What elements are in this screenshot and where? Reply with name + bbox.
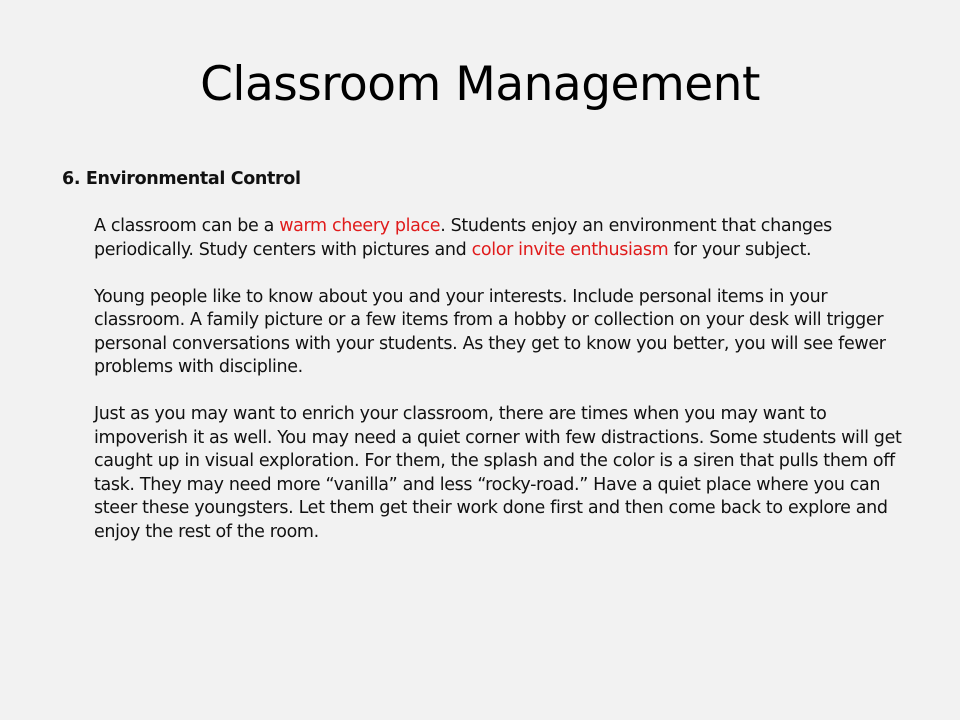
paragraph-1-text: . Students enjoy an environment that changes periodically. Study centers with pictures and	[94, 216, 832, 260]
section-heading: 6. Environmental Control	[62, 169, 301, 189]
paragraph-2: Young people like to know about you and your interests. Include personal items in your classroom. A family picture or a few items from a hobby or collection on your desk will trigger personal conversations with your students. As they get to know you better, you will see fewer problems with discipline.	[94, 286, 886, 377]
paragraph-1-text: A classroom can be a	[94, 216, 280, 236]
paragraph-3: Just as you may want to enrich your classroom, there are times when you may want to impoverish it as well. You may need a quiet corner with few distractions. Some students will get caught up in visual exploration. For them, the splash and the color is a siren that pulls them off task. They may need more “vanilla” and less “rocky-road.” Have a quiet place where you can steer these youngsters. Let them get their work done first and then come back to explore and enjoy the rest of the room.	[94, 404, 902, 542]
highlight-color-invite-enthusiasm: color invite enthusiasm	[471, 239, 669, 260]
slide-title: Classroom Management	[200, 57, 760, 112]
highlight-warm-cheery-place: warm cheery place	[279, 216, 441, 236]
slide-content	[62, 168, 912, 544]
paragraph-1-text: for your subject.	[668, 239, 812, 260]
paragraph-1	[94, 215, 912, 262]
